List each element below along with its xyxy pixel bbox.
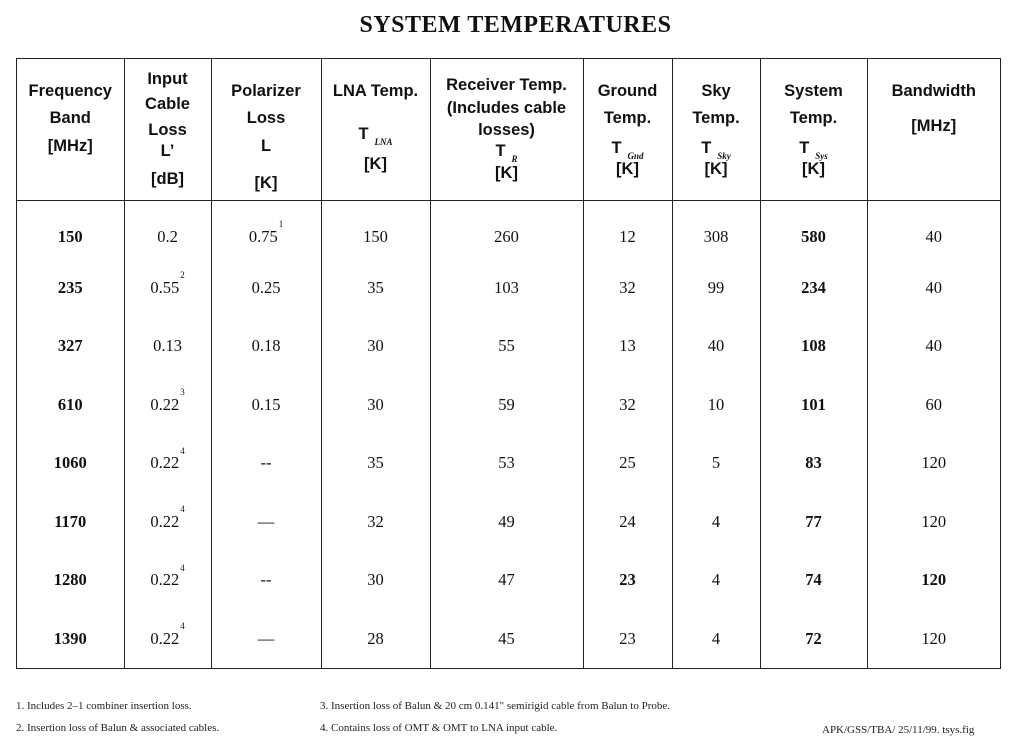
system-temperatures-table bbox=[16, 58, 1001, 669]
cell-cable-loss: 0.22$^4$ bbox=[124, 551, 211, 610]
cell-ground-temp: 32 bbox=[583, 376, 672, 435]
table-row bbox=[17, 551, 1000, 610]
cell-receiver-temp: 55 bbox=[430, 317, 583, 376]
cell-bandwidth: 40 bbox=[867, 317, 1000, 376]
cell-sky-temp: 40 bbox=[672, 317, 760, 376]
cell-bandwidth: 60 bbox=[867, 376, 1000, 435]
cell-sky-temp: 308 bbox=[672, 200, 760, 259]
cell-receiver-temp: 47 bbox=[430, 551, 583, 610]
cell-frequency: 1390 bbox=[53, 628, 87, 648]
cell-frequency: 235 bbox=[57, 277, 83, 297]
table-row bbox=[17, 493, 1000, 552]
cell-receiver-temp: 53 bbox=[430, 434, 583, 493]
cell-lna-temp: 35 bbox=[321, 434, 430, 493]
cell-polarizer-loss: — bbox=[211, 493, 321, 552]
cell-receiver-temp: 59 bbox=[430, 376, 583, 435]
col-header-bandwidth: Bandwidth [MHz] bbox=[867, 59, 1000, 200]
cell-ground-temp: 13 bbox=[583, 317, 672, 376]
table-row bbox=[17, 259, 1000, 318]
cell-system-temp: 77 bbox=[760, 493, 867, 552]
cell-frequency: 150 bbox=[57, 226, 83, 246]
footnote-marker: 3 bbox=[180, 387, 185, 398]
table-row bbox=[17, 434, 1000, 493]
cell-bandwidth: 120 bbox=[867, 493, 1000, 552]
cell-system-temp: 72 bbox=[760, 610, 867, 669]
cell-system-temp: 108 bbox=[760, 317, 867, 376]
col-header-receiver-temp: Receiver Temp. (Includes cable losses) T $_R$ [K] bbox=[430, 59, 583, 200]
cell-cable-loss: 0.22$^3$ bbox=[124, 376, 211, 435]
cell-polarizer-loss: -- bbox=[211, 434, 321, 493]
cell-cable-loss: 0.22$^4$ bbox=[124, 610, 211, 669]
cell-polarizer-loss: 0.18 bbox=[211, 317, 321, 376]
cell-bandwidth: 40 bbox=[867, 200, 1000, 259]
cell-ground-temp: 23 bbox=[583, 551, 672, 610]
footnote-4: 4. Contains loss of OMT & OMT to LNA input cable. bbox=[320, 722, 558, 734]
footnote-marker: 4 bbox=[180, 562, 185, 573]
col-header-ground-temp: Ground Temp. T $_{Gnd}$ [K] bbox=[583, 59, 672, 200]
cell-cable-loss: 0.22$^4$ bbox=[124, 493, 211, 552]
footnote-marker: 4 bbox=[180, 504, 185, 515]
cell-system-temp: 74 bbox=[760, 551, 867, 610]
col-header-system-temp: System Temp. T $_{Sys}$ [K] bbox=[760, 59, 867, 200]
credit-line: APK/GSS/TBA/ 25/11/99. tsys.fig bbox=[822, 724, 975, 736]
table-body bbox=[17, 200, 1000, 668]
cell-ground-temp: 25 bbox=[583, 434, 672, 493]
cell-sky-temp: 4 bbox=[672, 551, 760, 610]
footnote-marker: 4 bbox=[180, 445, 185, 456]
cell-system-temp: 580 bbox=[760, 200, 867, 259]
cell-bandwidth: 40 bbox=[867, 259, 1000, 318]
cell-ground-temp: 24 bbox=[583, 493, 672, 552]
cell-receiver-temp: 49 bbox=[430, 493, 583, 552]
cell-sky-temp: 5 bbox=[672, 434, 760, 493]
cell-lna-temp: 35 bbox=[321, 259, 430, 318]
cell-cable-loss: 0.2 bbox=[124, 200, 211, 259]
col-header-lna-temp: LNA Temp. T $_{LNA}$ [K] bbox=[321, 59, 430, 200]
cell-lna-temp: 30 bbox=[321, 376, 430, 435]
col-header-frequency: Frequency Band [MHz] bbox=[17, 59, 124, 200]
table-row bbox=[17, 610, 1000, 669]
cell-polarizer-loss: — bbox=[211, 610, 321, 669]
col-header-sky-temp: Sky Temp. T $_{Sky}$ [K] bbox=[672, 59, 760, 200]
cell-ground-temp: 23 bbox=[583, 610, 672, 669]
table-row bbox=[17, 317, 1000, 376]
cell-receiver-temp: 45 bbox=[430, 610, 583, 669]
cell-receiver-temp: 260 bbox=[430, 200, 583, 259]
cell-lna-temp: 150 bbox=[321, 200, 430, 259]
col-header-polarizer-loss: Polarizer Loss L [K] bbox=[211, 59, 321, 200]
cell-frequency: 327 bbox=[57, 336, 83, 356]
cell-lna-temp: 32 bbox=[321, 493, 430, 552]
cell-receiver-temp: 103 bbox=[430, 259, 583, 318]
cell-polarizer-loss: 0.15 bbox=[211, 376, 321, 435]
cell-polarizer-loss: 0.75$^1$ bbox=[211, 200, 321, 259]
cell-ground-temp: 12 bbox=[583, 200, 672, 259]
cell-cable-loss: 0.55$^2$ bbox=[124, 259, 211, 318]
cell-cable-loss: 0.22$^4$ bbox=[124, 434, 211, 493]
page-title: SYSTEM TEMPERATURES bbox=[359, 12, 672, 38]
header-row bbox=[17, 59, 1000, 200]
cell-bandwidth: 120 bbox=[867, 551, 1000, 610]
cell-bandwidth: 120 bbox=[867, 610, 1000, 669]
cell-sky-temp: 4 bbox=[672, 493, 760, 552]
table-row bbox=[17, 200, 1000, 259]
cell-system-temp: 83 bbox=[760, 434, 867, 493]
cell-cable-loss: 0.13 bbox=[124, 317, 211, 376]
cell-lna-temp: 30 bbox=[321, 317, 430, 376]
cell-ground-temp: 32 bbox=[583, 259, 672, 318]
cell-frequency: 1170 bbox=[54, 511, 87, 531]
footnote-1: 1. Includes 2–1 combiner insertion loss. bbox=[16, 700, 192, 712]
footnote-marker: 4 bbox=[180, 621, 185, 632]
cell-sky-temp: 10 bbox=[672, 376, 760, 435]
cell-sky-temp: 4 bbox=[672, 610, 760, 669]
cell-polarizer-loss: 0.25 bbox=[211, 259, 321, 318]
cell-system-temp: 101 bbox=[760, 376, 867, 435]
cell-lna-temp: 30 bbox=[321, 551, 430, 610]
cell-sky-temp: 99 bbox=[672, 259, 760, 318]
cell-polarizer-loss: -- bbox=[211, 551, 321, 610]
cell-frequency: 1060 bbox=[53, 453, 87, 473]
cell-bandwidth: 120 bbox=[867, 434, 1000, 493]
cell-lna-temp: 28 bbox=[321, 610, 430, 669]
cell-system-temp: 234 bbox=[760, 259, 867, 318]
table-row bbox=[17, 376, 1000, 435]
col-header-input-cable-loss: Input Cable Loss L’ [dB] bbox=[124, 59, 211, 200]
footnote-3: 3. Insertion loss of Balun & 20 cm 0.141" semirigid cable from Balun to Probe. bbox=[320, 700, 671, 712]
footnote-marker: 2 bbox=[180, 270, 185, 281]
footnote-marker: 1 bbox=[278, 219, 284, 229]
cell-frequency: 1280 bbox=[53, 570, 87, 590]
cell-frequency: 610 bbox=[57, 394, 83, 414]
footnote-2: 2. Insertion loss of Balun & associated cables. bbox=[16, 722, 220, 734]
